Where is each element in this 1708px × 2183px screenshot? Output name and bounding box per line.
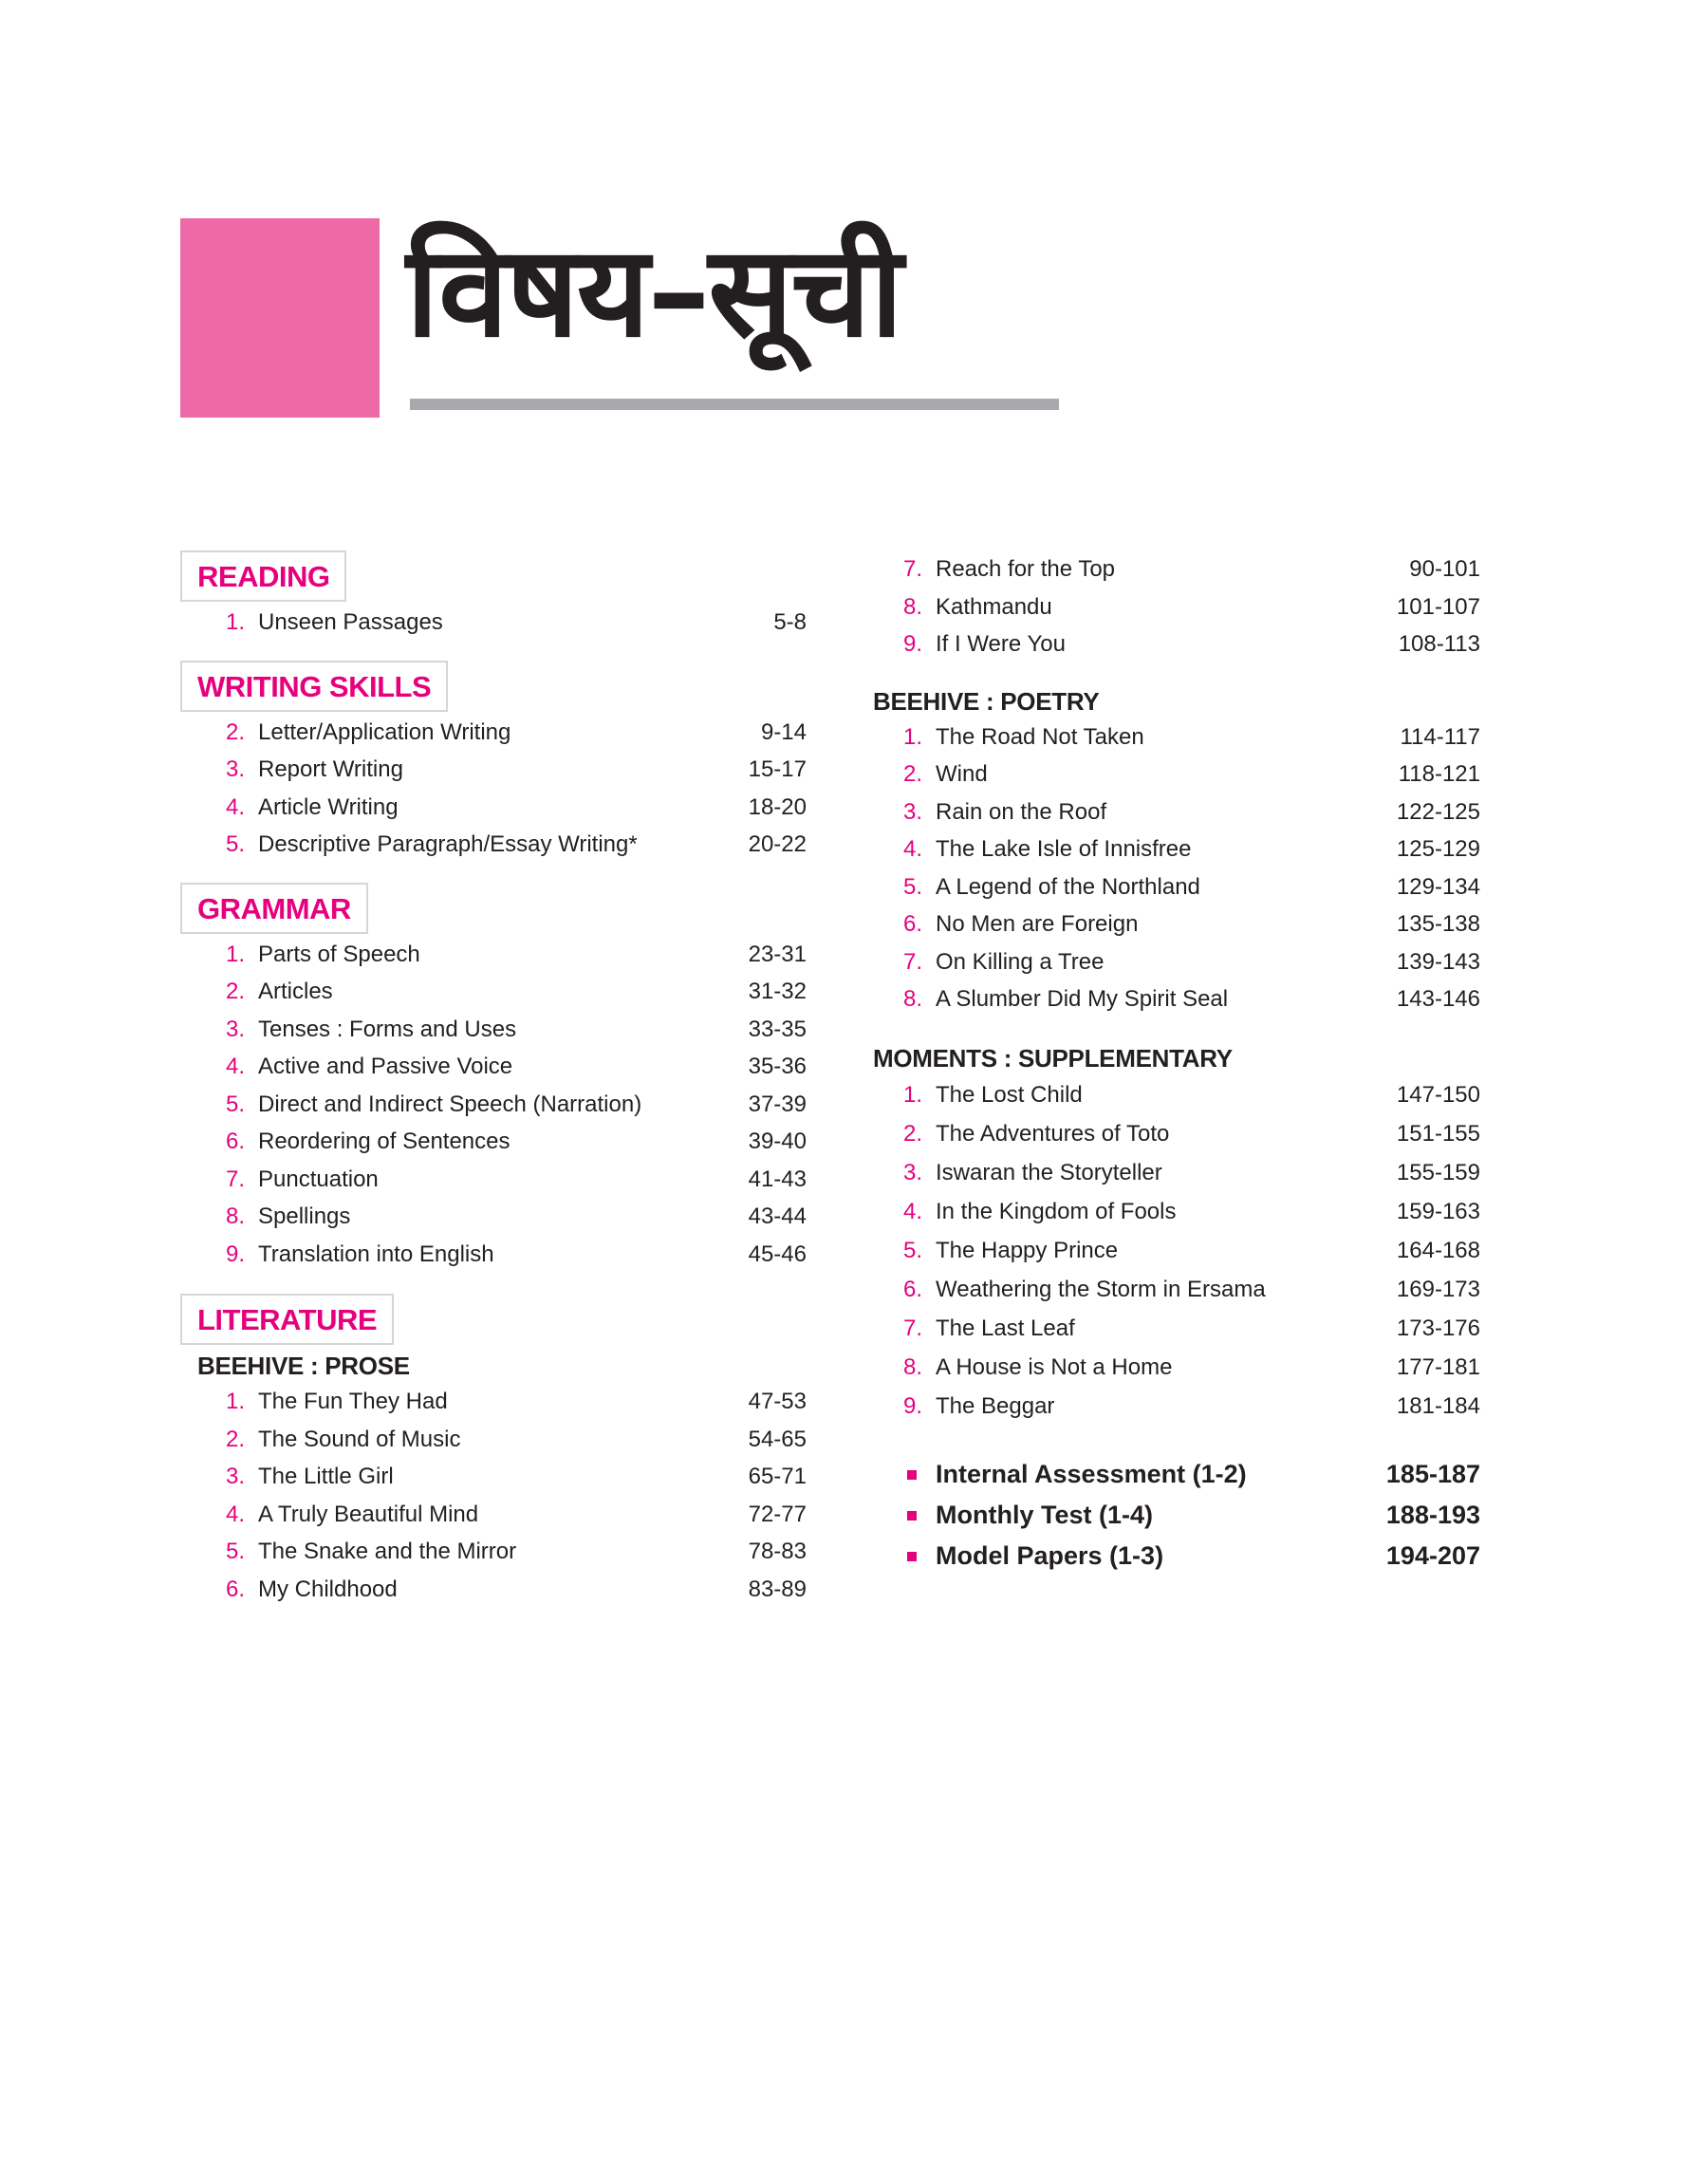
toc-entry[interactable] [873,1153,1480,1192]
entry-title: Internal Assessment (1-2) [936,1459,1247,1488]
toc-entry[interactable] [873,550,1480,588]
page-title: विषय–सूची [406,219,901,365]
square-bullet-icon [907,1552,917,1561]
entry-title: Kathmandu [936,593,1052,620]
entry-title: A House is Not a Home [936,1353,1173,1380]
entry-pages: 83-89 [748,1576,807,1602]
entry-pages: 90-101 [1409,556,1480,582]
entry-number: 9. [902,1392,922,1419]
subheading-beehive-poetry: BEEHIVE : POETRY [873,686,1100,716]
entry-pages: 194-207 [1385,1540,1480,1570]
entry-title: The Adventures of Toto [936,1120,1170,1147]
entry-pages: 185-187 [1385,1459,1480,1488]
entry-title: Wind [936,761,988,787]
entry-pages: 129-134 [1396,873,1480,900]
entry-title: No Men are Foreign [936,911,1139,937]
toc-entry[interactable] [873,1192,1480,1231]
toc-entry[interactable] [180,1496,807,1534]
entry-number: 3. [902,1159,922,1185]
entry-title: Direct and Indirect Speech (Narration) [258,1091,642,1117]
entry-pages: 31-32 [748,979,807,1004]
entry-title: The Happy Prince [936,1237,1119,1263]
entry-number: 1. [225,1389,245,1414]
entry-title: The Little Girl [258,1464,394,1489]
entry-title: Reach for the Top [936,556,1116,582]
entry-number: 9. [902,631,922,657]
toc-entry-internal-assessment[interactable] [873,1454,1480,1495]
entry-number: 7. [902,556,922,582]
entry-pages: 108-113 [1398,631,1480,657]
entry-number: 2. [902,761,922,787]
toc-entry[interactable] [180,1048,807,1086]
writing-list [180,714,807,864]
entry-number: 3. [225,1464,245,1489]
entry-number: 4. [902,1198,922,1224]
entry-number: 2. [225,718,245,745]
toc-entry[interactable] [873,1114,1480,1153]
entry-number: 6. [225,1576,245,1602]
toc-entry[interactable] [180,789,807,827]
entry-title: Articles [258,979,333,1004]
entry-title: A Truly Beautiful Mind [258,1501,479,1527]
entry-number: 6. [902,911,922,937]
entry-pages: 188-193 [1385,1500,1480,1529]
entry-title: The Road Not Taken [936,723,1144,750]
toc-entry[interactable] [873,1075,1480,1114]
entry-pages: 18-20 [748,793,807,820]
entry-pages: 147-150 [1396,1081,1480,1108]
toc-entry[interactable] [180,1198,807,1236]
entry-title: My Childhood [258,1576,398,1602]
toc-entry[interactable] [180,1458,807,1496]
entry-pages: 33-35 [748,1016,807,1042]
poetry-list [873,718,1480,1018]
grammar-list [180,936,807,1274]
entry-pages: 65-71 [748,1464,807,1489]
entry-pages: 151-155 [1396,1120,1480,1147]
assessment-list [873,1454,1480,1577]
entry-number: 5. [902,873,922,900]
entry-title: Report Writing [258,756,403,782]
entry-title: In the Kingdom of Fools [936,1198,1177,1224]
entry-number: 8. [902,593,922,620]
entry-number: 4. [225,1501,245,1527]
prose-continued-list [873,550,1480,663]
toc-entry[interactable] [873,588,1480,626]
entry-pages: 181-184 [1396,1392,1480,1419]
entry-title: A Legend of the Northland [936,873,1200,900]
moments-list [873,1075,1480,1426]
entry-number: 9. [225,1241,245,1267]
toc-entry[interactable] [180,826,807,864]
toc-entry[interactable] [180,1123,807,1161]
entry-number: 2. [225,979,245,1004]
entry-number: 7. [902,948,922,975]
entry-pages: 155-159 [1396,1159,1480,1185]
toc-entry-monthly-test[interactable] [873,1495,1480,1536]
toc-entry[interactable] [873,980,1480,1018]
entry-pages: 164-168 [1396,1237,1480,1263]
entry-pages: 54-65 [748,1426,807,1452]
entry-pages: 177-181 [1396,1353,1480,1380]
entry-pages: 45-46 [748,1241,807,1267]
toc-entry[interactable] [180,751,807,789]
entry-pages: 35-36 [748,1054,807,1079]
entry-pages: 41-43 [748,1166,807,1192]
entry-title: Parts of Speech [258,941,420,967]
toc-entry[interactable] [873,1231,1480,1270]
entry-title: Translation into English [258,1241,494,1267]
entry-number: 5. [225,831,245,857]
reading-list [180,604,807,642]
entry-number: 3. [902,798,922,825]
entry-title: Article Writing [258,793,399,820]
toc-entry[interactable] [873,625,1480,663]
entry-number: 6. [902,1276,922,1302]
entry-title: Iswaran the Storyteller [936,1159,1162,1185]
entry-title: Unseen Passages [258,609,443,635]
toc-entry[interactable] [873,943,1480,981]
entry-pages: 125-129 [1396,836,1480,862]
entry-pages: 135-138 [1396,911,1480,937]
entry-pages: 47-53 [748,1389,807,1414]
entry-title: Spellings [258,1203,351,1229]
entry-title: Tenses : Forms and Uses [258,1016,517,1042]
toc-entry[interactable] [180,936,807,974]
entry-pages: 72-77 [748,1501,807,1527]
toc-entry[interactable] [180,604,807,642]
toc-entry[interactable] [873,718,1480,756]
toc-entry[interactable] [180,1011,807,1049]
title-color-block [180,218,380,418]
toc-entry[interactable] [180,973,807,1011]
entry-title: The Snake and the Mirror [258,1539,517,1564]
subheading-moments-supplementary: MOMENTS : SUPPLEMENTARY [873,1043,1233,1073]
entry-number: 4. [225,1054,245,1079]
section-heading-literature: LITERATURE [180,1294,394,1345]
entry-pages: 20-22 [748,831,807,857]
entry-title: The Sound of Music [258,1426,461,1452]
title-underline [410,399,1059,410]
entry-title: Active and Passive Voice [258,1054,513,1079]
toc-right-column [873,550,1480,1577]
toc-entry[interactable] [873,1270,1480,1309]
toc-entry[interactable] [873,868,1480,906]
toc-entry[interactable] [873,1387,1480,1426]
entry-pages: 159-163 [1396,1198,1480,1224]
entry-pages: 169-173 [1396,1276,1480,1302]
entry-number: 5. [225,1539,245,1564]
entry-title: Letter/Application Writing [258,718,511,745]
toc-entry[interactable] [180,714,807,752]
section-heading-writing-skills: WRITING SKILLS [180,661,448,712]
square-bullet-icon [907,1470,917,1480]
toc-left-column [180,550,807,1608]
square-bullet-icon [907,1511,917,1521]
entry-number: 8. [902,1353,922,1380]
entry-number: 1. [225,941,245,967]
entry-number: 1. [902,1081,922,1108]
entry-number: 8. [902,986,922,1012]
toc-entry[interactable] [873,756,1480,793]
entry-pages: 139-143 [1396,948,1480,975]
entry-number: 5. [225,1091,245,1117]
entry-pages: 43-44 [748,1203,807,1229]
prose-list [180,1383,807,1608]
entry-title: On Killing a Tree [936,948,1105,975]
toc-entry[interactable] [180,1383,807,1421]
toc-entry-model-papers[interactable] [873,1536,1480,1577]
toc-entry[interactable] [873,1348,1480,1387]
entry-number: 5. [902,1237,922,1263]
entry-title: The Fun They Had [258,1389,448,1414]
entry-number: 4. [225,793,245,820]
entry-number: 1. [902,723,922,750]
entry-pages: 23-31 [748,941,807,967]
entry-number: 7. [225,1166,245,1192]
entry-title: Monthly Test (1-4) [936,1500,1153,1529]
entry-pages: 37-39 [748,1091,807,1117]
entry-pages: 101-107 [1396,593,1480,620]
entry-title: Weathering the Storm in Ersama [936,1276,1266,1302]
entry-number: 4. [902,836,922,862]
entry-title: Punctuation [258,1166,379,1192]
entry-title: The Lost Child [936,1081,1083,1108]
toc-entry[interactable] [180,1086,807,1124]
entry-number: 3. [225,1016,245,1042]
toc-entry[interactable] [873,830,1480,868]
entry-pages: 9-14 [760,718,807,745]
entry-title: If I Were You [936,631,1066,657]
entry-title: The Beggar [936,1392,1055,1419]
toc-entry[interactable] [873,793,1480,831]
entry-pages: 78-83 [748,1539,807,1564]
entry-pages: 122-125 [1396,798,1480,825]
entry-title: The Last Leaf [936,1315,1075,1341]
entry-title: Model Papers (1-3) [936,1540,1164,1570]
entry-pages: 39-40 [748,1129,807,1154]
section-heading-reading: READING [180,550,346,602]
entry-pages: 118-121 [1398,761,1480,787]
entry-number: 6. [225,1129,245,1154]
toc-entry[interactable] [180,1236,807,1274]
entry-pages: 15-17 [748,756,807,782]
toc-entry[interactable] [180,1571,807,1609]
subheading-beehive-prose: BEEHIVE : PROSE [197,1352,410,1380]
entry-title: A Slumber Did My Spirit Seal [936,986,1229,1012]
toc-entry[interactable] [873,1309,1480,1348]
toc-entry[interactable] [873,905,1480,943]
entry-pages: 5-8 [773,609,807,635]
entry-number: 2. [902,1120,922,1147]
entry-title: Rain on the Roof [936,798,1107,825]
entry-number: 1. [225,609,245,635]
entry-number: 7. [902,1315,922,1341]
entry-pages: 114-117 [1400,723,1480,750]
toc-entry[interactable] [180,1533,807,1571]
entry-number: 3. [225,756,245,782]
entry-number: 2. [225,1426,245,1452]
entry-title: The Lake Isle of Innisfree [936,836,1192,862]
section-heading-grammar: GRAMMAR [180,883,368,934]
toc-entry[interactable] [180,1421,807,1459]
entry-title: Descriptive Paragraph/Essay Writing* [258,831,638,857]
entry-number: 8. [225,1203,245,1229]
entry-pages: 143-146 [1396,986,1480,1012]
entry-pages: 173-176 [1396,1315,1480,1341]
entry-title: Reordering of Sentences [258,1129,511,1154]
toc-entry[interactable] [180,1161,807,1199]
